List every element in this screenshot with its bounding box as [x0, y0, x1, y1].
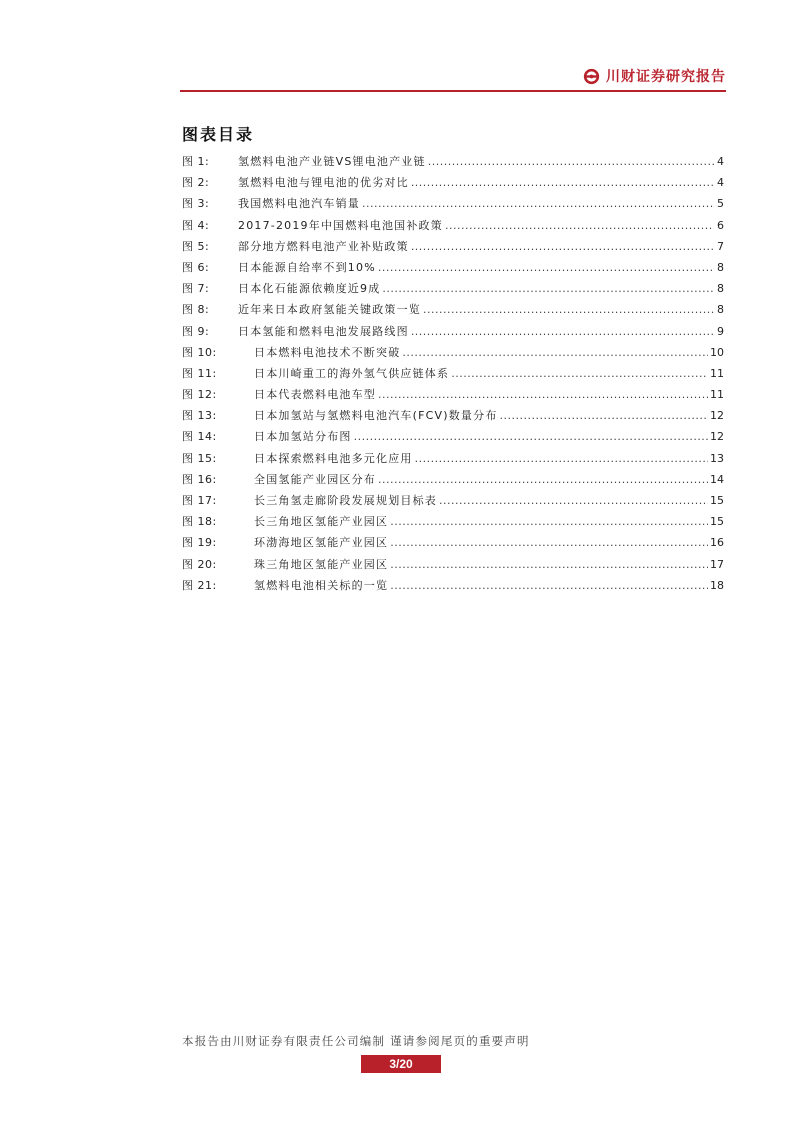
- toc-entry-text: 日本加氢站与氢燃料电池汽车(FCV)数量分布: [254, 409, 498, 423]
- toc-entry-text: 氢燃料电池产业链VS锂电池产业链: [238, 155, 426, 168]
- toc-entry[interactable]: [182, 259, 724, 280]
- toc-entry-label: 图 4:: [182, 218, 210, 232]
- toc-entry-text: 日本代表燃料电池车型: [254, 388, 376, 402]
- toc-entry-page: 7: [717, 239, 724, 253]
- toc-leader-dots: [402, 346, 708, 359]
- toc-entry-page: 15: [710, 515, 724, 529]
- toc-entry-text: 氢燃料电池与锂电池的优劣对比: [238, 176, 409, 190]
- toc-entry-label: 图 2:: [182, 176, 210, 190]
- toc-entry-text: 日本加氢站分布图: [254, 430, 352, 444]
- toc-list: [182, 153, 724, 598]
- toc-entry-label: 图 21:: [182, 578, 217, 592]
- toc-entry-page: 17: [710, 557, 724, 571]
- toc-leader-dots: [378, 261, 714, 274]
- toc-entry-text: 近年来日本政府氢能关键政策一览: [238, 303, 421, 317]
- toc-leader-dots: [428, 155, 714, 168]
- toc-entry[interactable]: [182, 577, 724, 598]
- toc-leader-dots: [378, 473, 708, 486]
- toc-entry-text: 日本探索燃料电池多元化应用: [254, 451, 413, 465]
- toc-entry-page: 11: [710, 388, 724, 402]
- toc-entry-page: 16: [710, 536, 724, 550]
- toc-entry-label: 图 7:: [182, 282, 210, 296]
- toc-entry-label: 图 14:: [182, 430, 217, 444]
- toc-entry-text: 部分地方燃料电池产业补贴政策: [238, 239, 409, 253]
- toc-entry[interactable]: [182, 238, 724, 259]
- toc-entry-label: 图 10:: [182, 345, 217, 359]
- toc-leader-dots: [415, 452, 708, 465]
- toc-entry-page: 8: [717, 282, 724, 296]
- toc-entry[interactable]: [182, 407, 724, 428]
- toc-entry[interactable]: [182, 195, 724, 216]
- toc-entry-label: 图 13:: [182, 409, 217, 423]
- toc-entry-page: 13: [710, 451, 724, 465]
- toc-leader-dots: [500, 409, 708, 422]
- toc-entry-text: 环渤海地区氢能产业园区: [254, 536, 389, 550]
- toc-leader-dots: [411, 176, 714, 189]
- page-number-badge: 3/20: [361, 1055, 441, 1073]
- toc-entry-label: 图 3:: [182, 197, 210, 211]
- toc-entry-page: 10: [710, 345, 724, 359]
- toc-entry-text: 日本能源自给率不到10%: [238, 260, 376, 274]
- toc-entry-label: 图 15:: [182, 451, 217, 465]
- toc-entry-page: 5: [717, 197, 724, 211]
- header-rule: [180, 90, 726, 92]
- toc-entry[interactable]: [182, 153, 724, 174]
- toc-leader-dots: [378, 388, 708, 401]
- toc-entry-label: 图 18:: [182, 515, 217, 529]
- toc-entry[interactable]: [182, 428, 724, 449]
- toc-entry[interactable]: [182, 365, 724, 386]
- toc-entry-label: 图 17:: [182, 494, 217, 507]
- toc-entry-page: 6: [717, 218, 724, 232]
- toc-title: 图表目录: [182, 125, 255, 144]
- toc-entry-page: 4: [717, 176, 724, 190]
- toc-entry-text: 日本燃料电池技术不断突破: [254, 345, 401, 359]
- toc-entry-page: 11: [710, 366, 724, 380]
- toc-entry-label: 图 9:: [182, 324, 210, 338]
- footer-disclaimer: 本报告由川财证券有限责任公司编制 谨请参阅尾页的重要声明: [182, 1034, 530, 1048]
- toc-entry-page: 4: [717, 155, 724, 168]
- toc-entry-page: 9: [717, 324, 724, 338]
- toc-entry[interactable]: [182, 513, 724, 534]
- toc-entry[interactable]: [182, 492, 724, 513]
- toc-entry[interactable]: [182, 556, 724, 577]
- toc-entry[interactable]: [182, 450, 724, 471]
- toc-entry[interactable]: [182, 323, 724, 344]
- toc-leader-dots: [390, 515, 708, 528]
- toc-entry-text: 日本氢能和燃料电池发展路线图: [238, 324, 409, 338]
- toc-entry-page: 8: [717, 260, 724, 274]
- toc-entry[interactable]: [182, 217, 724, 238]
- toc-entry-label: 图 6:: [182, 260, 210, 274]
- toc-entry-label: 图 19:: [182, 536, 217, 550]
- toc-leader-dots: [451, 367, 708, 380]
- toc-leader-dots: [390, 536, 708, 549]
- chuancai-logo-icon: [583, 68, 600, 85]
- toc-leader-dots: [362, 197, 714, 210]
- toc-entry-label: 图 8:: [182, 303, 210, 317]
- toc-entry-text: 日本化石能源依赖度近9成: [238, 282, 381, 296]
- toc-leader-dots: [423, 303, 714, 316]
- brand: [583, 66, 726, 86]
- toc-leader-dots: [411, 325, 714, 338]
- toc-entry-page: 12: [710, 430, 724, 444]
- toc-entry-page: 8: [717, 303, 724, 317]
- toc-entry-label: 图 5:: [182, 239, 210, 253]
- toc-entry-text: 我国燃料电池汽车销量: [238, 197, 360, 211]
- toc-leader-dots: [390, 579, 708, 592]
- toc-entry-label: 图 11:: [182, 366, 217, 380]
- toc-leader-dots: [390, 558, 708, 571]
- toc-entry[interactable]: [182, 386, 724, 407]
- toc-entry[interactable]: [182, 280, 724, 301]
- toc-entry-label: 图 20:: [182, 557, 217, 571]
- toc-entry-text: 2017-2019年中国燃料电池国补政策: [238, 218, 443, 232]
- toc-entry-text: 氢燃料电池相关标的一览: [254, 578, 389, 592]
- toc-leader-dots: [411, 240, 714, 253]
- page-header: [180, 62, 726, 92]
- toc-entry-label: 图 1:: [182, 155, 210, 168]
- toc-entry-text: 长三角地区氢能产业园区: [254, 515, 389, 529]
- toc-entry-page: 12: [710, 409, 724, 423]
- toc-entry[interactable]: [182, 174, 724, 195]
- brand-name: 川财证券研究报告: [606, 69, 726, 85]
- toc-leader-dots: [445, 219, 714, 232]
- toc-entry-text: 珠三角地区氢能产业园区: [254, 557, 389, 571]
- toc-entry-page: 18: [710, 578, 724, 592]
- toc-entry-text: 长三角氢走廊阶段发展规划目标表: [254, 494, 437, 507]
- toc-leader-dots: [382, 282, 714, 295]
- toc-leader-dots: [354, 430, 708, 443]
- toc-entry[interactable]: [182, 301, 724, 322]
- toc-entry[interactable]: [182, 344, 724, 365]
- toc-entry-text: 全国氢能产业园区分布: [254, 472, 376, 486]
- toc-entry[interactable]: [182, 471, 724, 492]
- toc-entry-page: 14: [710, 472, 724, 486]
- toc-entry-text: 日本川崎重工的海外氢气供应链体系: [254, 366, 450, 380]
- toc-entry-label: 图 12:: [182, 388, 217, 402]
- toc-entry-page: 15: [710, 494, 724, 507]
- toc-leader-dots: [439, 494, 708, 507]
- toc-entry-label: 图 16:: [182, 472, 217, 486]
- toc-entry[interactable]: [182, 534, 724, 555]
